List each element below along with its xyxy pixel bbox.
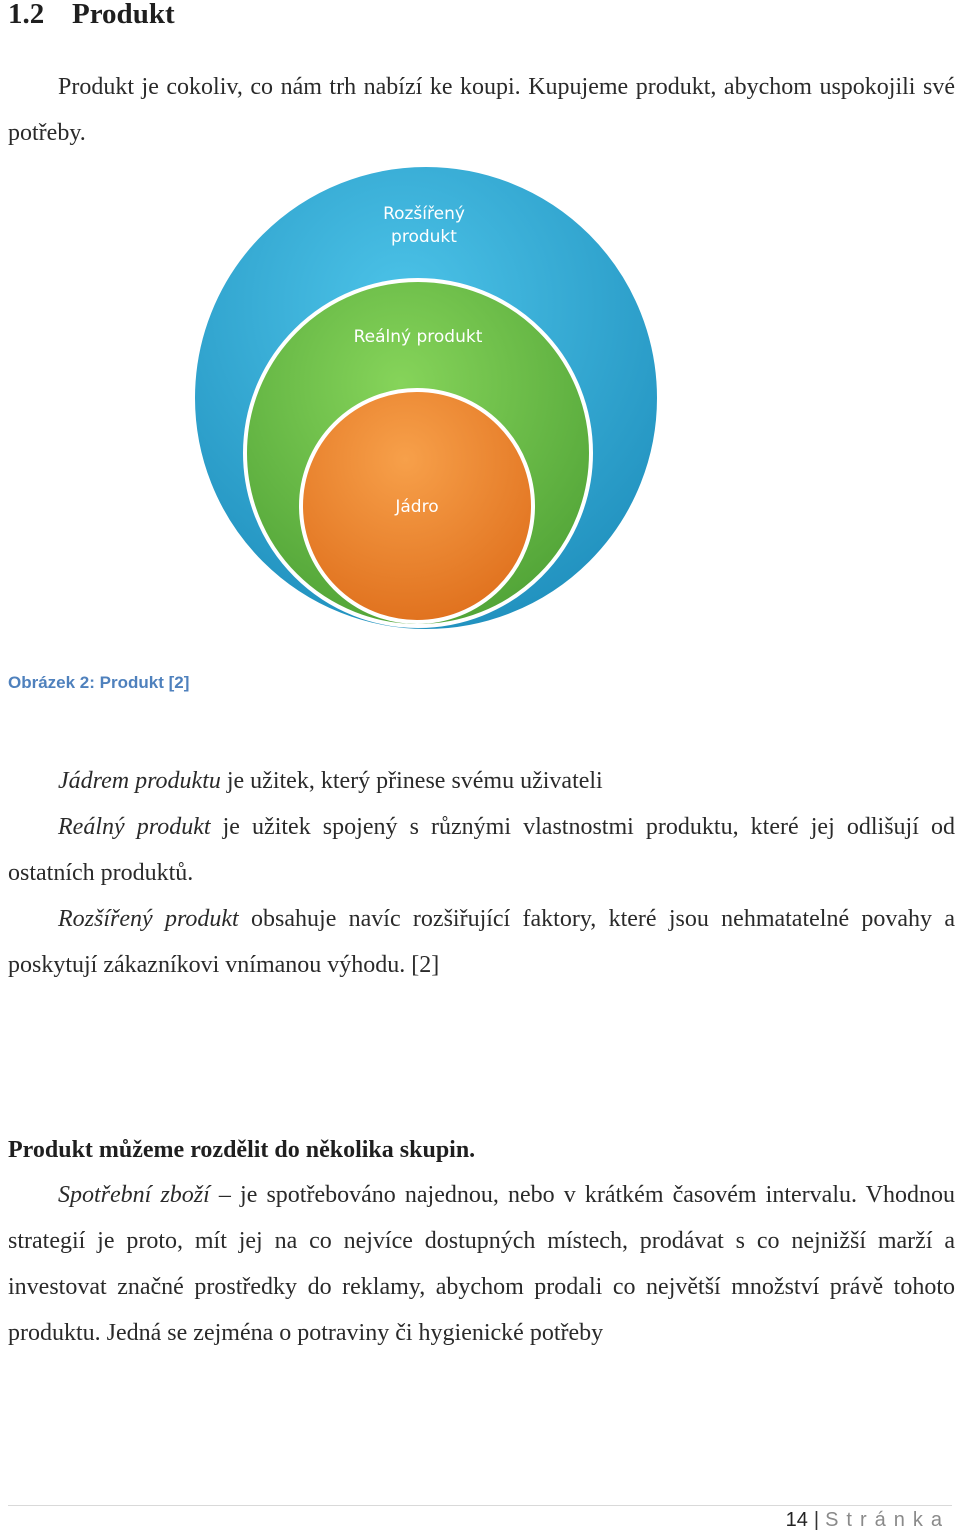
figure-caption: Obrázek 2: Produkt [2] [8,673,190,692]
intro-text: Produkt je cokoliv, co nám trh nabízí ke koupi. Kupujeme produkt, abychom uspokojili své potřeby. [8,74,955,146]
core-definition [8,758,955,804]
section-title: Produkt [72,0,175,30]
outer-label-line1: Rozšířený [383,204,465,224]
outer-label-line2: produkt [391,227,457,247]
footer-separator: | [813,1509,820,1531]
inner-label: Jádro [395,497,439,517]
real-term: Reálný produkt [58,814,211,840]
consumer-text: – je spotřebováno najednou, nebo v krátkém časovém intervalu. Vhodnou strategií je proto, mít jej na co nejvíce dostupných místech, prodávat s co nejnižší marží a investovat značné prostředky do reklamy, abychom prodali co největší množství právě tohoto produktu. Jedná se zejména o potraviny či hygienické potřeby [8,1182,955,1346]
consumer-term: Spotřební zboží [58,1182,210,1208]
consumer-goods-paragraph [8,1172,955,1356]
middle-label: Reálný produkt [353,327,483,347]
ext-term: Rozšířený produkt [58,906,239,932]
footer-divider [8,1505,952,1506]
groups-subheading: Produkt můžeme rozdělit do několika skupin. [8,1137,476,1163]
page-number: 14 [785,1509,808,1531]
real-definition [8,804,955,896]
core-text: je užitek, který přinese svému uživateli [220,768,603,794]
extended-definition [8,896,955,988]
core-term: Jádrem produktu [58,768,221,794]
page-word: Stránka [825,1509,950,1531]
section-number: 1.2 [8,0,45,30]
ext-text: obsahuje navíc rozšiřující faktory, které jsou nehmatatelné povahy a poskytují zákazníkovi vnímanou výhodu. [2] [8,906,956,978]
real-text: je užitek spojený s různými vlastnostmi produktu, které jej odlišují od ostatních produktů. [8,814,955,886]
page-footer [786,1509,950,1532]
